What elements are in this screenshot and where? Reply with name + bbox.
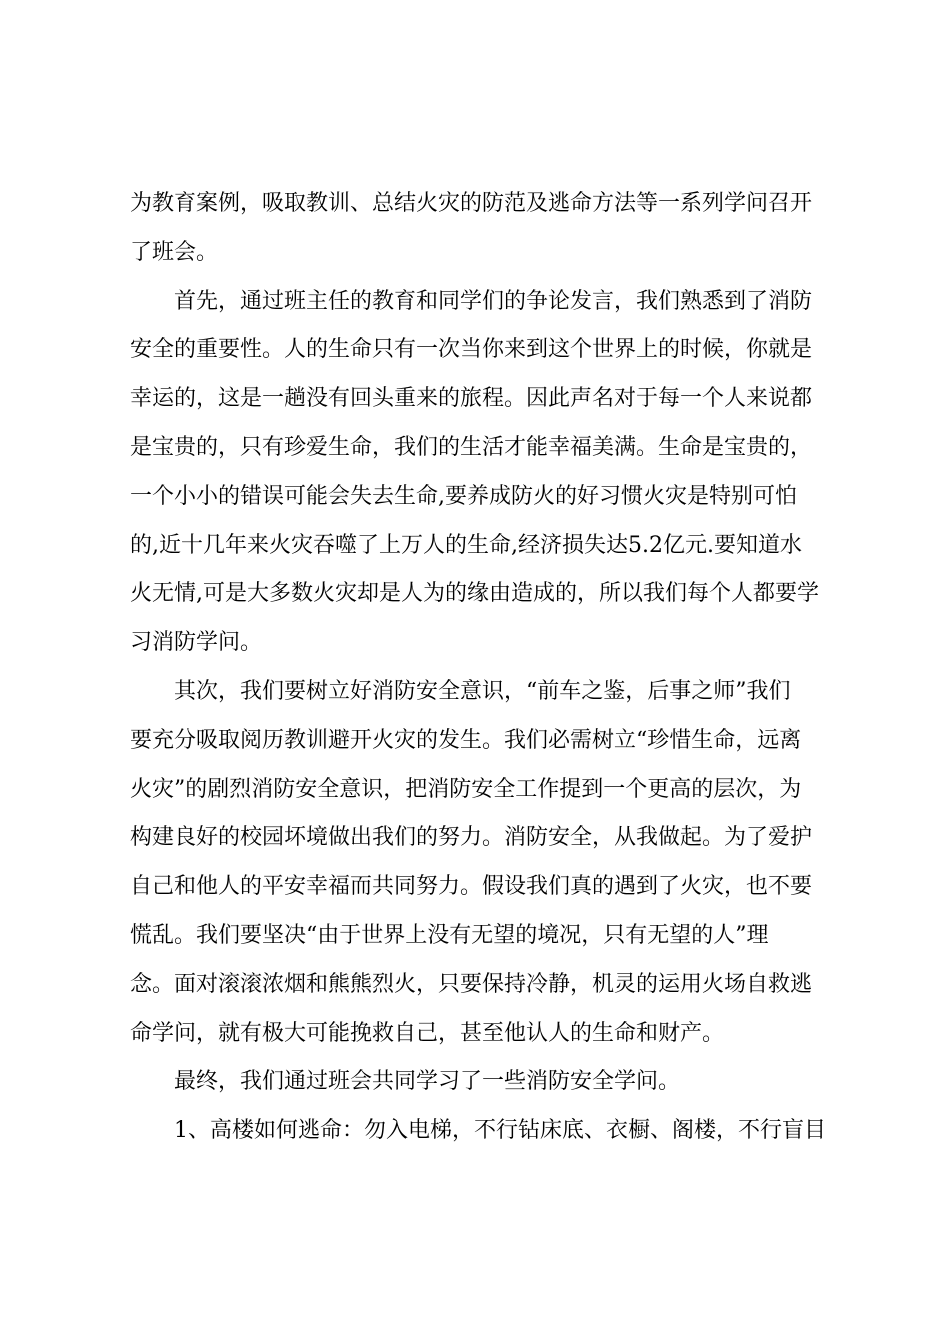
text-line: 的,近十几年来火灾吞噬了上万人的生命,经济损失达5.2亿元.要知道水 — [130, 532, 802, 558]
paragraph-first-line: 最终，我们通过班会共同学习了一些消防安全学问。 — [174, 1069, 681, 1095]
document-body — [130, 180, 830, 1156]
text-line: 念。面对滚滚浓烟和熊熊烈火，只要保持冷静，机灵的运用火场自救逃 — [130, 971, 813, 997]
text-line: 一个小小的错误可能会失去生命,要养成防火的好习惯火灾是特别可怕 — [130, 483, 797, 509]
text-line: 为教育案例，吸取教训、总结火灾的防范及逃命方法等一系列学问召开 — [130, 191, 813, 216]
text-line: 构建良好的校园坏境做出我们的努力。消防安全，从我做起。为了爱护 — [130, 825, 813, 851]
paragraph-first-line: 其次，我们要树立好消防安全意识，“前车之鉴，后事之师”我们 — [174, 678, 791, 704]
text-line: 习消防学问。 — [130, 630, 263, 656]
list-item-first-line: 1、高楼如何逃命：勿入电梯，不行钻床底、衣橱、阁楼，不行盲目 — [174, 1118, 826, 1144]
text-line: 火灾”的剧烈消防安全意识，把消防安全工作提到一个更高的层次，为 — [130, 776, 802, 802]
text-line: 命学问，就有极大可能挽救自己，甚至他认人的生命和财产。 — [130, 1020, 725, 1046]
text-line: 安全的重要性。人的生命只有一次当你来到这个世界上的时候，你就是 — [130, 337, 813, 363]
text-line: 了班会。 — [130, 239, 219, 265]
text-line: 幸运的，这是一趟没有回头重来的旅程。因此声名对于每一个人来说都 — [130, 386, 813, 412]
text-line: 要充分吸取阅历教训避开火灾的发生。我们必需树立“珍惜生命，远离 — [130, 727, 802, 753]
text-line: 自己和他人的平安幸福而共同努力。假设我们真的遇到了火灾，也不要 — [130, 874, 813, 900]
text-line: 火无情,可是大多数火灾却是人为的缘由造成的，所以我们每个人都要学 — [130, 581, 819, 607]
paragraph-first-line: 首先，通过班主任的教育和同学们的争论发言，我们熟悉到了消防 — [174, 288, 813, 314]
text-line: 是宝贵的，只有珍爱生命，我们的生活才能幸福美满。生命是宝贵的， — [130, 434, 813, 460]
text-line: 慌乱。我们要坚决“由于世界上没有无望的境况，只有无望的人”理 — [130, 922, 769, 948]
